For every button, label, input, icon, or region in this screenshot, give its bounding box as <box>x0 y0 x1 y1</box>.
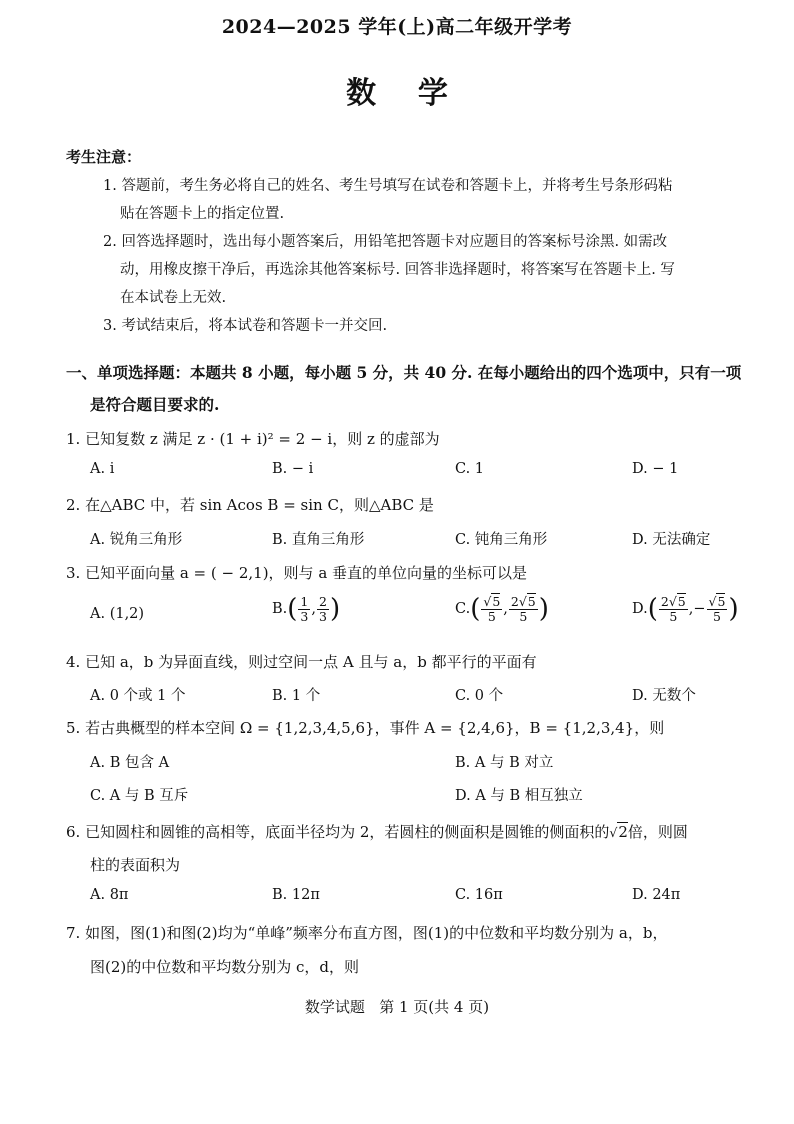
question-4-stem: 4. 已知 a，b 为异面直线，则过空间一点 A 且与 a，b 都平行的平面有 <box>66 653 537 671</box>
notice-line: 在本试卷上无效. <box>120 290 227 306</box>
notice-line: 1. 答题前，考生务必将自己的姓名、考生号填写在试卷和答题卡上，并将考生号条形码粘 <box>103 178 673 194</box>
question-6-option-a: A. 8π <box>90 887 129 903</box>
question-7-stem: 7. 如图，图(1)和图(2)均为“单峰”频率分布直方图，图(1)的中位数和平均数分别为 a，b， <box>66 924 668 942</box>
question-6-stem-cont: 柱的表面积为 <box>90 856 181 874</box>
notice-line: 3. 考试结束后，将本试卷和答题卡一并交回. <box>103 318 388 334</box>
subject-title: 数 学 <box>346 76 448 111</box>
fraction: $\frac{2√5}{5}$ <box>660 594 686 624</box>
notice-line: 贴在答题卡上的指定位置. <box>120 206 285 222</box>
question-6-option-c: C. 16π <box>455 887 503 903</box>
section-title-cont: 是符合题目要求的. <box>90 395 220 414</box>
question-7-stem-cont: 图(2)的中位数和平均数分别为 c，d，则 <box>90 958 360 976</box>
question-1-option-d: D. − 1 <box>632 461 679 477</box>
question-3-option-c: C. ( $\frac{√5}{5}$ , $\frac{2√5}{5}$ ) <box>455 594 549 624</box>
question-1-option-a: A. i <box>90 461 115 477</box>
question-2-option-a: A. 锐角三角形 <box>90 532 183 548</box>
question-6-option-b: B. 12π <box>272 887 320 903</box>
question-3-option-b: B. ( $\frac{1}{3}$ , $\frac{2}{3}$ ) <box>272 594 341 624</box>
question-4-option-a: A. 0 个或 1 个 <box>90 688 186 704</box>
question-6-option-d: D. 24π <box>632 887 681 903</box>
question-3-option-a: A. (1,2) <box>90 606 145 622</box>
question-1-option-b: B. − i <box>272 461 314 477</box>
notice-line: 2. 回答选择题时，选出每小题答案后，用铅笔把答题卡对应题目的答案标号涂黑. 如需改 <box>103 234 668 250</box>
fraction: $\frac{2√5}{5}$ <box>510 594 536 624</box>
notice-title: 考生注意： <box>66 148 142 166</box>
question-1-stem: 1. 已知复数 z 满足 z · (1 + i)² = 2 − i，则 z 的虚部为 <box>66 430 440 448</box>
question-5-option-c: C. A 与 B 互斥 <box>90 788 189 804</box>
question-6-stem: 6. 已知圆柱和圆锥的高相等，底面半径均为 2，若圆柱的侧面积是圆锥的侧面积的√2倍，则圆 <box>66 823 688 841</box>
page-footer: 数学试题 第 1 页(共 4 页) <box>304 998 490 1016</box>
fraction: $\frac{√5}{5}$ <box>483 594 501 624</box>
question-5-option-d: D. A 与 B 相互独立 <box>455 788 583 804</box>
fraction: $\frac{√5}{5}$ <box>708 594 726 624</box>
question-2-option-d: D. 无法确定 <box>632 532 711 548</box>
section-title: 一、单项选择题：本题共 8 小题，每小题 5 分，共 40 分. 在每小题给出的四个选项中，只有一项 <box>66 363 742 382</box>
fraction: $\frac{2}{3}$ <box>318 594 327 624</box>
question-3-option-d: D. ( $\frac{2√5}{5}$ , − $\frac{√5}{5}$ ) <box>632 594 739 624</box>
question-1-option-c: C. 1 <box>455 461 485 477</box>
question-5-option-b: B. A 与 B 对立 <box>455 755 554 771</box>
exam-title: 2024—2025 学年(上)高二年级开学考 <box>221 16 573 38</box>
notice-line: 动，用橡皮擦干净后，再选涂其他答案标号. 回答非选择题时，将答案写在答题卡上. 写 <box>120 262 675 278</box>
question-2-option-c: C. 钝角三角形 <box>455 532 548 548</box>
question-4-option-b: B. 1 个 <box>272 688 321 704</box>
fraction: $\frac{1}{3}$ <box>300 594 309 624</box>
question-2-stem: 2. 在△ABC 中，若 sin Acos B = sin C，则△ABC 是 <box>66 496 434 514</box>
question-2-option-b: B. 直角三角形 <box>272 532 365 548</box>
question-4-option-c: C. 0 个 <box>455 688 504 704</box>
question-3-stem: 3. 已知平面向量 a = ( − 2,1)，则与 a 垂直的单位向量的坐标可以是 <box>66 564 528 582</box>
question-5-option-a: A. B 包含 A <box>90 755 170 771</box>
question-5-stem: 5. 若古典概型的样本空间 Ω = {1,2,3,4,5,6}，事件 A = {2,4,6}，B = {1,2,3,4}，则 <box>66 719 665 737</box>
question-4-option-d: D. 无数个 <box>632 688 696 704</box>
